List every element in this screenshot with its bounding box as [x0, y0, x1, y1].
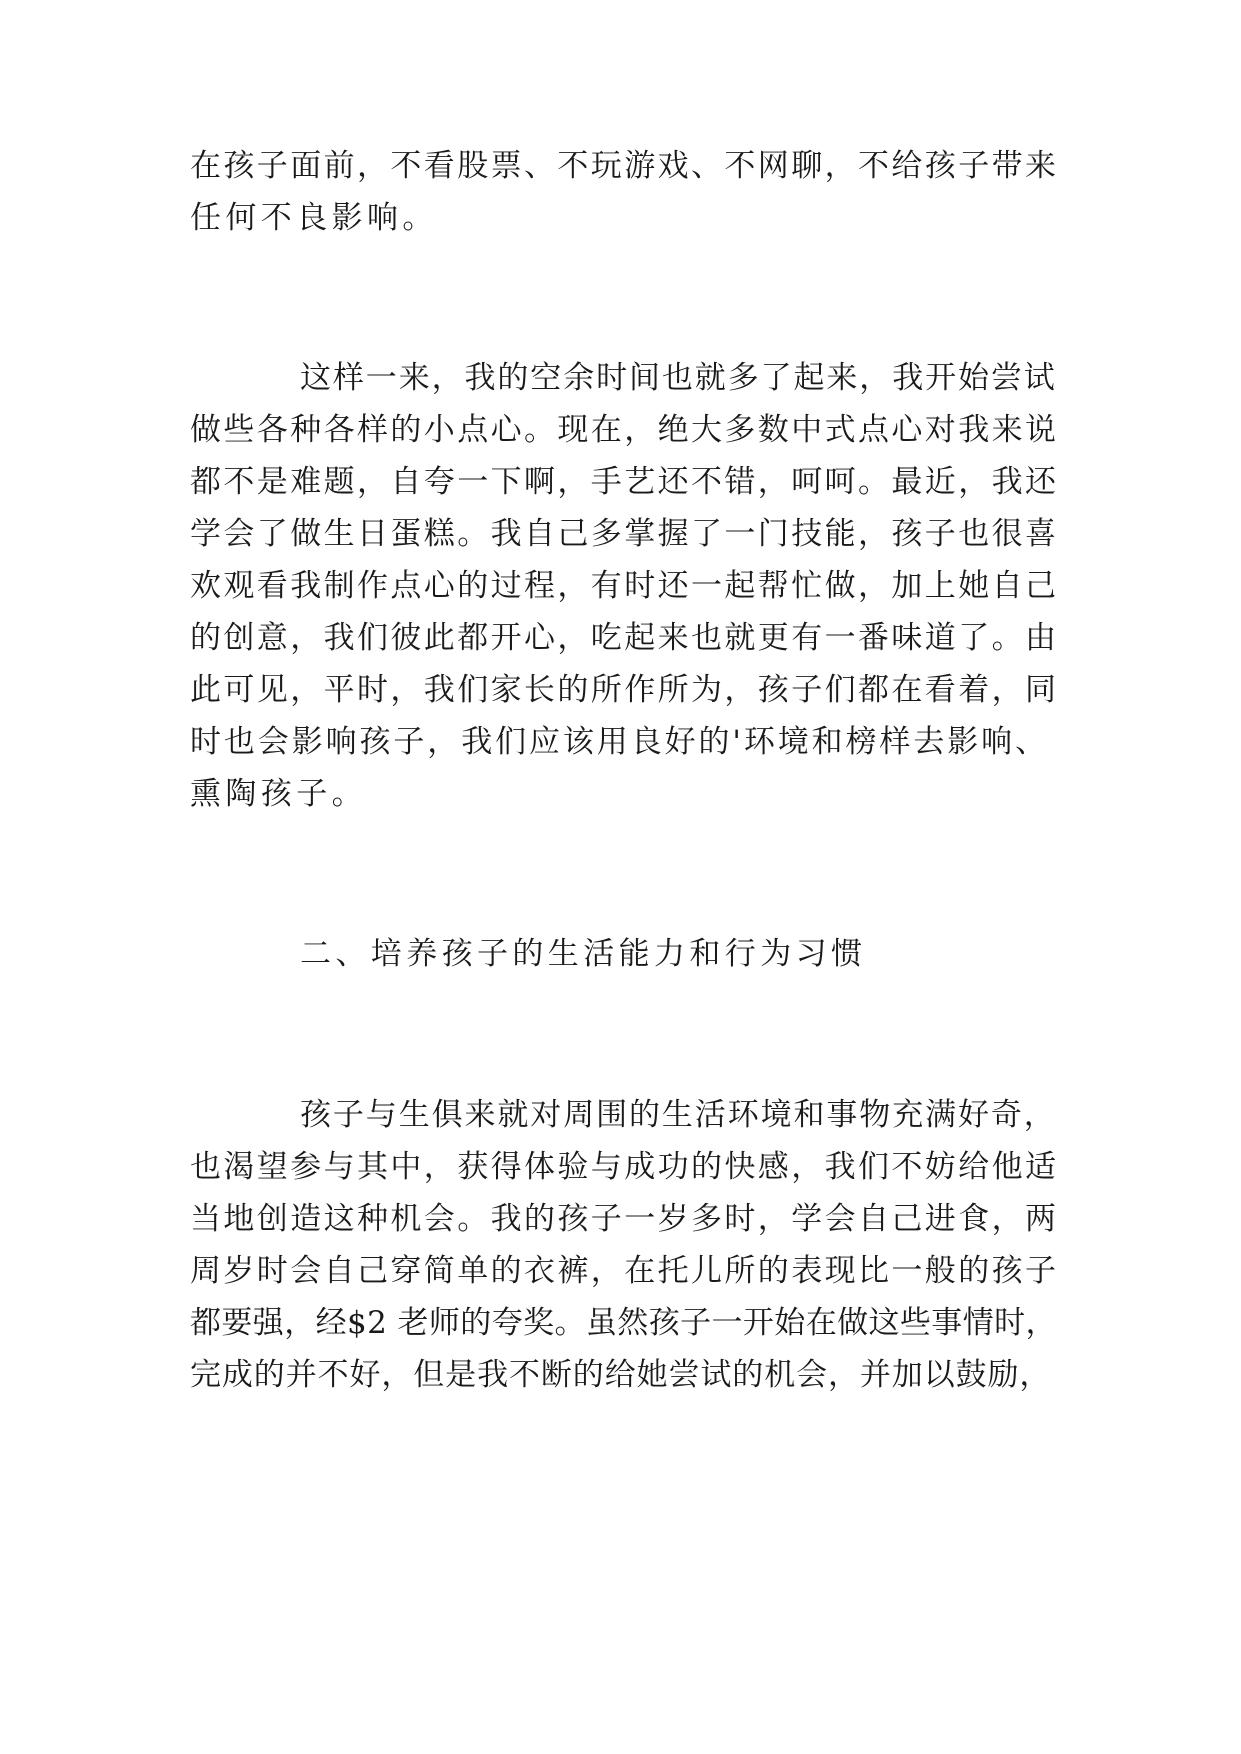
paragraph-2-line-7: 此可见，平时，我们家长的所作所为，孩子们都在看着，同 [190, 672, 1059, 708]
paragraph-1-line-1: 在孩子面前，不看股票、不玩游戏、不网聊，不给孩子带来 [190, 148, 1059, 184]
paragraph-3-line-3: 当地创造这种机会。我的孩子一岁多时，学会自己进食，两 [190, 1201, 1059, 1237]
paragraph-3-line-4: 周岁时会自己穿简单的衣裤，在托儿所的表现比一般的孩子 [190, 1253, 1059, 1289]
paragraph-3-line-5: 都要强，经$2 老师的夸奖。虽然孩子一开始在做这些事情时， [190, 1305, 1057, 1341]
paragraph-2-line-8: 时也会影响孩子，我们应该用良好的'环境和榜样去影响、 [190, 724, 1049, 760]
paragraph-2-line-1: 这样一来，我的空余时间也就多了起来，我开始尝试 [300, 360, 1057, 396]
paragraph-1-line-2: 任何不良影响。 [190, 200, 438, 236]
paragraph-2-line-5: 欢观看我制作点心的过程，有时还一起帮忙做，加上她自己 [190, 568, 1059, 604]
paragraph-3-line-2: 也渴望参与其中，获得体验与成功的快感，我们不妨给他适 [190, 1149, 1059, 1185]
paragraph-2-line-4: 学会了做生日蛋糕。我自己多掌握了一门技能，孩子也很喜 [190, 516, 1059, 552]
section-heading: 二、培养孩子的生活能力和行为习惯 [300, 936, 867, 972]
paragraph-2-line-2: 做些各种各样的小点心。现在，绝大多数中式点心对我来说 [190, 412, 1059, 448]
paragraph-2-line-3: 都不是难题，自夸一下啊，手艺还不错，呵呵。最近，我还 [190, 464, 1059, 500]
paragraph-2-line-9: 熏陶孩子。 [190, 776, 367, 812]
paragraph-2-line-6: 的创意，我们彼此都开心，吃起来也就更有一番味道了。由 [190, 620, 1059, 656]
paragraph-3-line-6: 完成的并不好，但是我不断的给她尝试的机会，并加以鼓励， [190, 1357, 1052, 1393]
paragraph-3-line-1: 孩子与生俱来就对周围的生活环境和事物充满好奇， [300, 1097, 1057, 1133]
